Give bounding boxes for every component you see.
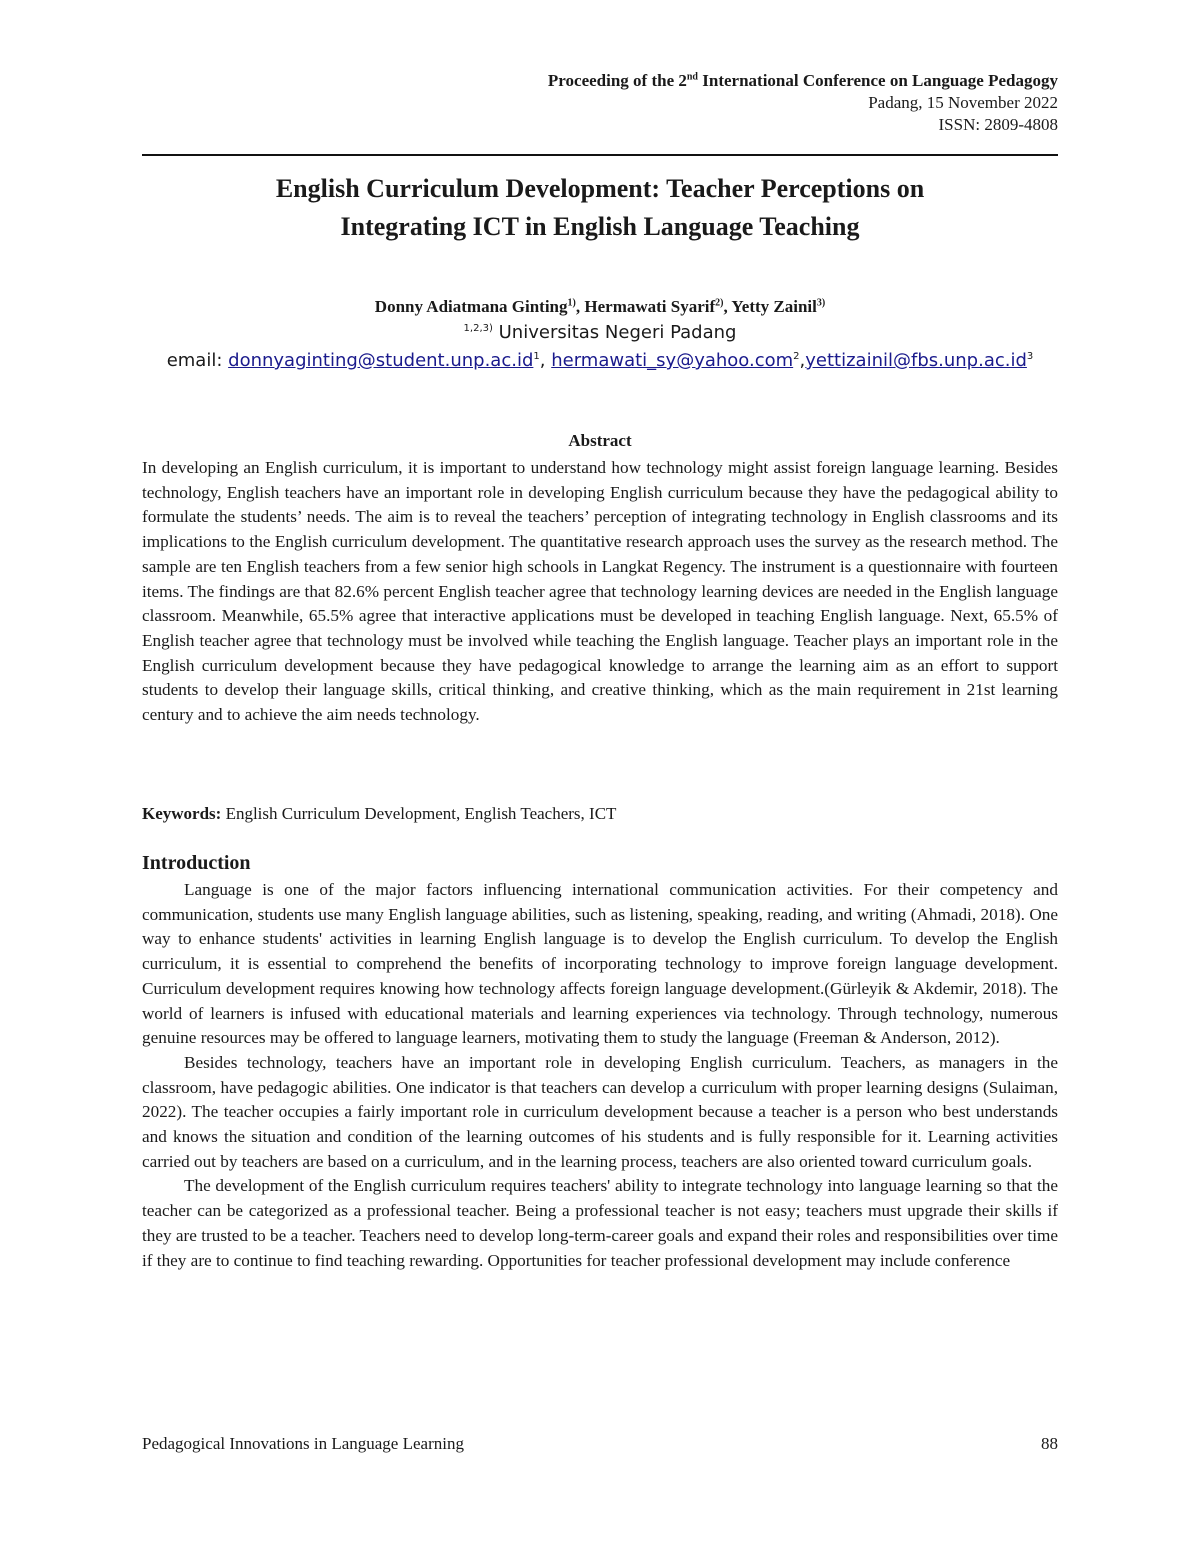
- author-superscript: 3): [816, 297, 826, 309]
- affiliation-name: Universitas Negeri Padang: [492, 322, 737, 343]
- abstract-text: In developing an English curriculum, it is important to understand how technology might assist foreign language learning. Besides technology, English teachers have an important role in developing English curriculum because they have the pedagogical ability to formulate the students’ needs. The aim is to reveal the teachers’ perception of integrating technology in English classrooms and its implications to the English curriculum development. The quantitative research approach uses the survey as the research method. The sample are ten English teachers from a few senior high schools in Langkat Regency. The instrument is a questionnaire with fourteen items. The findings are that 82.6% percent English teacher agree that technology learning devices are needed in the English language classroom. Meanwhile, 65.5% agree that interactive applications must be developed in teaching English language. Next, 65.5% of English teacher agree that technology must be involved while teaching the English language. Teacher plays an important role in the English curriculum development because they have pedagogical knowledge to arrange the learning aim as an effort to support students to develop their language skills, critical thinking, and creative thinking, which as the main requirement in 21st learning century and to achieve the aim needs technology.: [142, 458, 1058, 725]
- affiliation: [142, 322, 1058, 344]
- paper-title: [142, 170, 1058, 246]
- keywords-label: Keywords:: [142, 804, 222, 823]
- footer-journal: Pedagogical Innovations in Language Learning: [142, 1434, 464, 1453]
- running-header: [142, 70, 1058, 136]
- author-superscript: 2): [715, 297, 724, 309]
- paper-title-line-1: English Curriculum Development: Teacher Perceptions on: [275, 174, 925, 203]
- email-line: email: $donnyaginting@student.unp.ac.id^1$, $hermawati\_sy@yahoo.com^2,yettizainil@fbs.unp.ac.id^3$: [166, 350, 1034, 371]
- introduction-heading: Introduction: [142, 852, 251, 874]
- introduction-body: [142, 878, 1058, 1273]
- affiliation-superscript: 1,2,3): [463, 323, 493, 334]
- email-superscript: 3: [1026, 351, 1034, 362]
- author-name: Yetty Zainil: [731, 297, 817, 316]
- conference-name: Proceeding of the 2nd International Conference on Language Pedagogy: [547, 71, 1058, 90]
- email-label: email:: [166, 350, 229, 371]
- email-superscript: 2: [793, 351, 800, 362]
- author-list: Donny Adiatmana Ginting$^{1)}$, Hermawati Syarif$^{2)}$, Yetty Zainil$^{3)}$: [374, 297, 826, 316]
- author-name: Donny Adiatmana Ginting: [374, 297, 568, 316]
- author-name: Hermawati Syarif: [584, 297, 716, 316]
- conference-place-date: Padang, 15 November 2022: [868, 93, 1058, 112]
- keywords: [142, 804, 1058, 824]
- page-number: 88: [1041, 1434, 1058, 1453]
- email-link[interactable]: yettizainil@fbs.unp.ac.id: [805, 350, 1027, 371]
- introduction-paragraph: Language is one of the major factors influencing international communication activities. For their competency and communication, students use many English language abilities, such as listening, speaking, reading, and writing (Ahmadi, 2018). One way to enhance students' activities in learning English language is to develop the English curriculum. To develop the English curriculum, it is essential to comprehend the benefits of incorporating technology to improve foreign language development. Curriculum development requires knowing how technology affects foreign language development.(Gürleyik & Akdemir, 2018). The world of learners is infused with educational materials and learning experiences via technology. Through technology, numerous genuine resources may be offered to language learners, motivating them to study the language (Freeman & Anderson, 2012).: [142, 880, 1058, 1048]
- ordinal-superscript: nd: [686, 71, 698, 83]
- issn: ISSN: 2809-4808: [938, 115, 1058, 134]
- paper-title-line-2: Integrating ICT in English Language Teaching: [340, 212, 860, 241]
- introduction-paragraph: The development of the English curriculum requires teachers' ability to integrate technology into language learning so that the teacher can be categorized as a professional teacher. Being a professional teacher is not easy; teachers must upgrade their skills if they are trusted to be a teacher. Teachers need to develop long-term-career goals and expand their roles and responsibilities over time if they are to continue to find teaching rewarding. Opportunities for teacher professional development may include conference: [142, 1176, 1058, 1270]
- abstract-heading: Abstract: [568, 431, 632, 450]
- email-superscript: 1: [533, 351, 540, 362]
- introduction-paragraph: Besides technology, teachers have an important role in developing English curriculum. Teachers, as managers in the classroom, have pedagogic abilities. One indicator is that teachers can develop a curriculum with proper learning designs (Sulaiman, 2022). The teacher occupies a fairly important role in curriculum development because a teacher is a person who best understands and knows the situation and condition of the learning outcomes of his students and is fully responsible for it. Learning activities carried out by teachers are based on a curriculum, and in the learning process, teachers are also oriented toward curriculum goals.: [142, 1052, 1058, 1171]
- header-rule: [142, 154, 1058, 156]
- email-link[interactable]: donnyaginting@student.unp.ac.id: [228, 350, 534, 371]
- keywords-text: English Curriculum Development, English Teachers, ICT: [221, 804, 617, 823]
- email-link[interactable]: hermawati_sy@yahoo.com: [551, 350, 794, 371]
- author-superscript: 1): [567, 297, 576, 309]
